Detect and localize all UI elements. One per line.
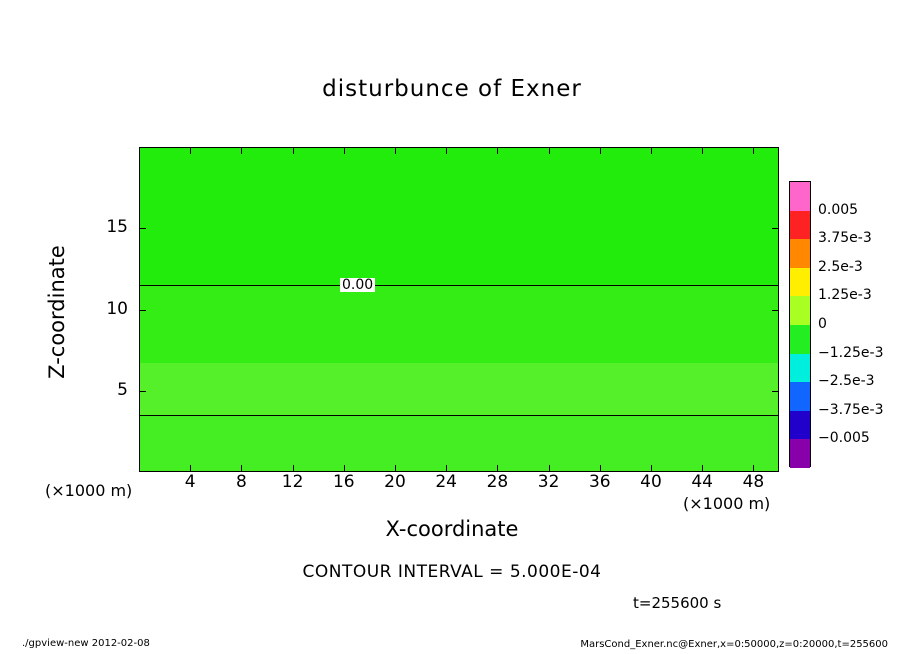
contour-value-label: 0.00: [342, 276, 374, 293]
y-axis-tick: [772, 310, 779, 311]
x-axis-tick: [702, 147, 703, 154]
x-axis-tick-label: 28: [486, 472, 509, 492]
x-axis-tick: [344, 147, 345, 154]
x-axis-tick: [753, 465, 754, 472]
colorbar-tick-label: −1.25e-3: [818, 344, 884, 361]
colorbar-tick-label: −2.5e-3: [818, 373, 875, 390]
colorbar-tick-label: 3.75e-3: [818, 230, 872, 247]
x-axis-tick-label: 24: [435, 472, 457, 492]
x-axis-tick: [395, 147, 396, 154]
contour-interval-label: CONTOUR INTERVAL = 5.000E-04: [302, 562, 602, 582]
y-axis-tick-label: 5: [117, 379, 128, 400]
x-axis-tick: [651, 465, 652, 472]
x-axis-tick: [190, 147, 191, 154]
colorbar-cell: [790, 268, 810, 297]
colorbar-cell: [790, 239, 810, 268]
contour-band: [140, 285, 778, 363]
colorbar-tick-label: −3.75e-3: [818, 401, 884, 418]
x-axis-tick-label: 48: [742, 472, 765, 492]
x-axis-tick-label: 4: [184, 472, 196, 492]
footer-left: ./gpview-new 2012-02-08: [22, 638, 150, 649]
y-axis-tick-label: 15: [106, 217, 128, 238]
colorbar-cell: [790, 325, 810, 354]
x-axis-title: X-coordinate: [385, 517, 519, 541]
x-axis-tick-label: 44: [691, 472, 713, 492]
colorbar-tick-label: 0: [818, 316, 827, 332]
colorbar-cell: [790, 296, 810, 325]
x-axis-tick: [446, 147, 447, 154]
x-axis-tick: [190, 465, 191, 472]
y-axis-tick: [139, 391, 146, 392]
x-axis-tick-label: 36: [588, 472, 611, 492]
x-axis-tick: [446, 465, 447, 472]
x-axis-units: (×1000 m): [683, 494, 771, 513]
x-axis-tick: [241, 465, 242, 472]
x-axis-tick: [549, 147, 550, 154]
colorbar-tick-label: −0.005: [818, 430, 870, 447]
chart-title: disturbunce of Exner: [322, 76, 582, 102]
footer-right: MarsCond_Exner.nc@Exner,x=0:50000,z=0:20000,t=255600: [580, 639, 888, 650]
colorbar-cell: [790, 182, 810, 211]
colorbar-tick-label: 2.5e-3: [818, 258, 863, 275]
x-axis-tick-label: 8: [235, 472, 247, 492]
contour-band: [140, 415, 778, 473]
y-axis-tick-label: 10: [106, 298, 128, 319]
contour-band: [140, 363, 778, 415]
x-axis-tick: [702, 465, 703, 472]
y-axis-title: Z-coordinate: [45, 245, 69, 379]
x-axis-tick-label: 32: [537, 472, 560, 492]
colorbar-cell: [790, 354, 810, 383]
contour-line: [140, 415, 778, 416]
colorbar: [789, 181, 811, 467]
x-axis-tick-label: 20: [384, 472, 406, 492]
colorbar-cell: [790, 411, 810, 440]
x-axis-tick: [753, 147, 754, 154]
colorbar-tick-label: 1.25e-3: [818, 287, 872, 304]
x-axis-tick: [651, 147, 652, 154]
x-axis-tick: [395, 465, 396, 472]
y-axis-tick: [772, 228, 779, 229]
x-axis-tick: [600, 465, 601, 472]
contour-band: [140, 148, 778, 285]
z-axis-units: (×1000 m): [45, 481, 133, 500]
colorbar-cell: [790, 439, 810, 468]
x-axis-tick-label: 40: [640, 472, 662, 492]
x-axis-tick: [344, 465, 345, 472]
x-axis-tick: [293, 147, 294, 154]
x-axis-tick: [497, 147, 498, 154]
y-axis-tick: [139, 310, 146, 311]
colorbar-cell: [790, 382, 810, 411]
x-axis-tick: [497, 465, 498, 472]
x-axis-tick: [293, 465, 294, 472]
x-axis-tick: [241, 147, 242, 154]
x-axis-tick-label: 12: [281, 472, 304, 492]
time-label: t=255600 s: [633, 594, 722, 612]
contour-line: [140, 285, 778, 286]
x-axis-tick: [549, 465, 550, 472]
colorbar-cell: [790, 211, 810, 240]
y-axis-tick: [139, 228, 146, 229]
plot-area: [139, 147, 779, 472]
y-axis-tick: [772, 391, 779, 392]
x-axis-tick: [600, 147, 601, 154]
colorbar-tick-label: 0.005: [818, 201, 859, 218]
x-axis-tick-label: 16: [332, 472, 355, 492]
